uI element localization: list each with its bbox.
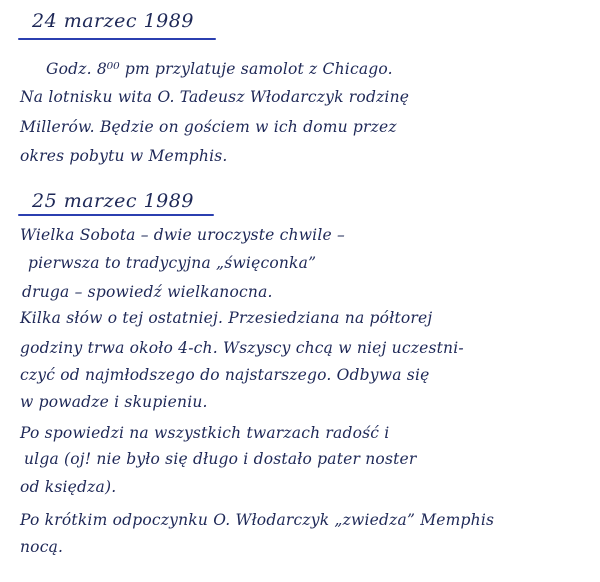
entry-date: 25 marzec 1989 — [32, 190, 194, 212]
entry-line: druga – spowiedź wielkanocna. — [22, 283, 273, 301]
entry-line: Na lotnisku wita O. Tadeusz Włodarczyk rodzinę — [20, 88, 410, 106]
date-underline — [18, 214, 214, 216]
entry-line: w powadze i skupieniu. — [20, 393, 208, 411]
entry-line: Wielka Sobota – dwie uroczyste chwile – — [20, 226, 345, 244]
entry-date: 24 marzec 1989 — [32, 10, 194, 32]
entry-line: Po spowiedzi na wszystkich twarzach radość i — [20, 424, 390, 442]
date-underline — [18, 38, 216, 40]
entry-line: Po krótkim odpoczynku O. Włodarczyk „zwiedza” Memphis — [20, 511, 495, 529]
entry-line: Godz. 8⁰⁰ pm przylatuje samolot z Chicago. — [46, 60, 393, 78]
entry-line: nocą. — [20, 538, 64, 556]
entry-line: Kilka słów o tej ostatniej. Przesiedziana na półtorej — [20, 309, 433, 327]
entry-line: od księdza). — [20, 478, 117, 496]
entry-line: pierwsza to tradycyjna „święconka” — [28, 254, 317, 272]
entry-line: okres pobytu w Memphis. — [20, 147, 228, 165]
entry-line: Millerów. Będzie on gościem w ich domu przez — [20, 118, 397, 136]
entry-line: godziny trwa około 4-ch. Wszyscy chcą w niej uczestni- — [20, 339, 464, 357]
entry-line: ulga (oj! nie było się długo i dostało pater noster — [24, 450, 417, 468]
entry-line: czyć od najmłodszego do najstarszego. Odbywa się — [20, 366, 430, 384]
